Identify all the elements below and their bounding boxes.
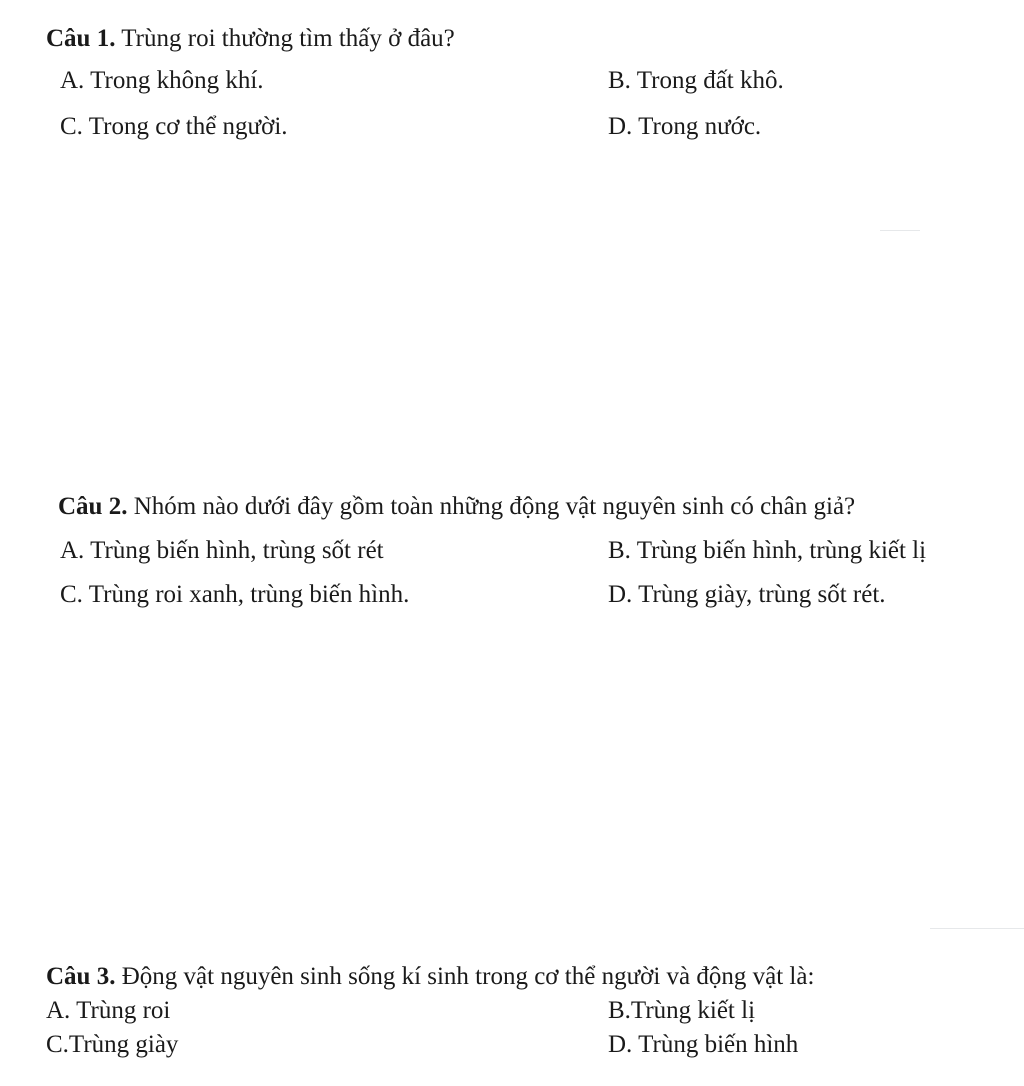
scan-artifact-line: [880, 230, 920, 231]
question-3: [46, 962, 814, 992]
question-2: [58, 492, 855, 522]
question-1-text: Trùng roi thường tìm thấy ở đâu?: [121, 25, 455, 52]
scan-artifact-line: [930, 928, 1024, 929]
question-3-text: Động vật nguyên sinh sống kí sinh trong cơ thể người và động vật là:: [121, 963, 815, 990]
question-2-option-c[interactable]: C. Trùng roi xanh, trùng biến hình.: [60, 581, 410, 608]
question-2-text: Nhóm nào dưới đây gồm toàn những động vật nguyên sinh có chân giả?: [133, 493, 856, 520]
question-3-option-c[interactable]: C.Trùng giày: [46, 1031, 179, 1058]
question-3-option-b[interactable]: B.Trùng kiết lị: [608, 997, 756, 1024]
question-1-option-a[interactable]: A. Trong không khí.: [60, 67, 264, 94]
question-1-label: Câu 1.: [46, 25, 116, 52]
question-3-label: Câu 3.: [46, 963, 116, 990]
question-1: [46, 24, 455, 54]
question-2-option-a[interactable]: A. Trùng biến hình, trùng sốt rét: [60, 537, 384, 564]
question-1-option-c[interactable]: C. Trong cơ thể người.: [60, 113, 288, 140]
question-2-label: Câu 2.: [58, 493, 128, 520]
question-1-option-d[interactable]: D. Trong nước.: [608, 113, 762, 140]
question-3-option-d[interactable]: D. Trùng biến hình: [608, 1031, 799, 1058]
question-2-option-b[interactable]: B. Trùng biến hình, trùng kiết lị: [608, 537, 927, 564]
question-1-option-b[interactable]: B. Trong đất khô.: [608, 67, 784, 94]
question-3-option-a[interactable]: A. Trùng roi: [46, 997, 171, 1024]
question-2-option-d[interactable]: D. Trùng giày, trùng sốt rét.: [608, 581, 886, 608]
